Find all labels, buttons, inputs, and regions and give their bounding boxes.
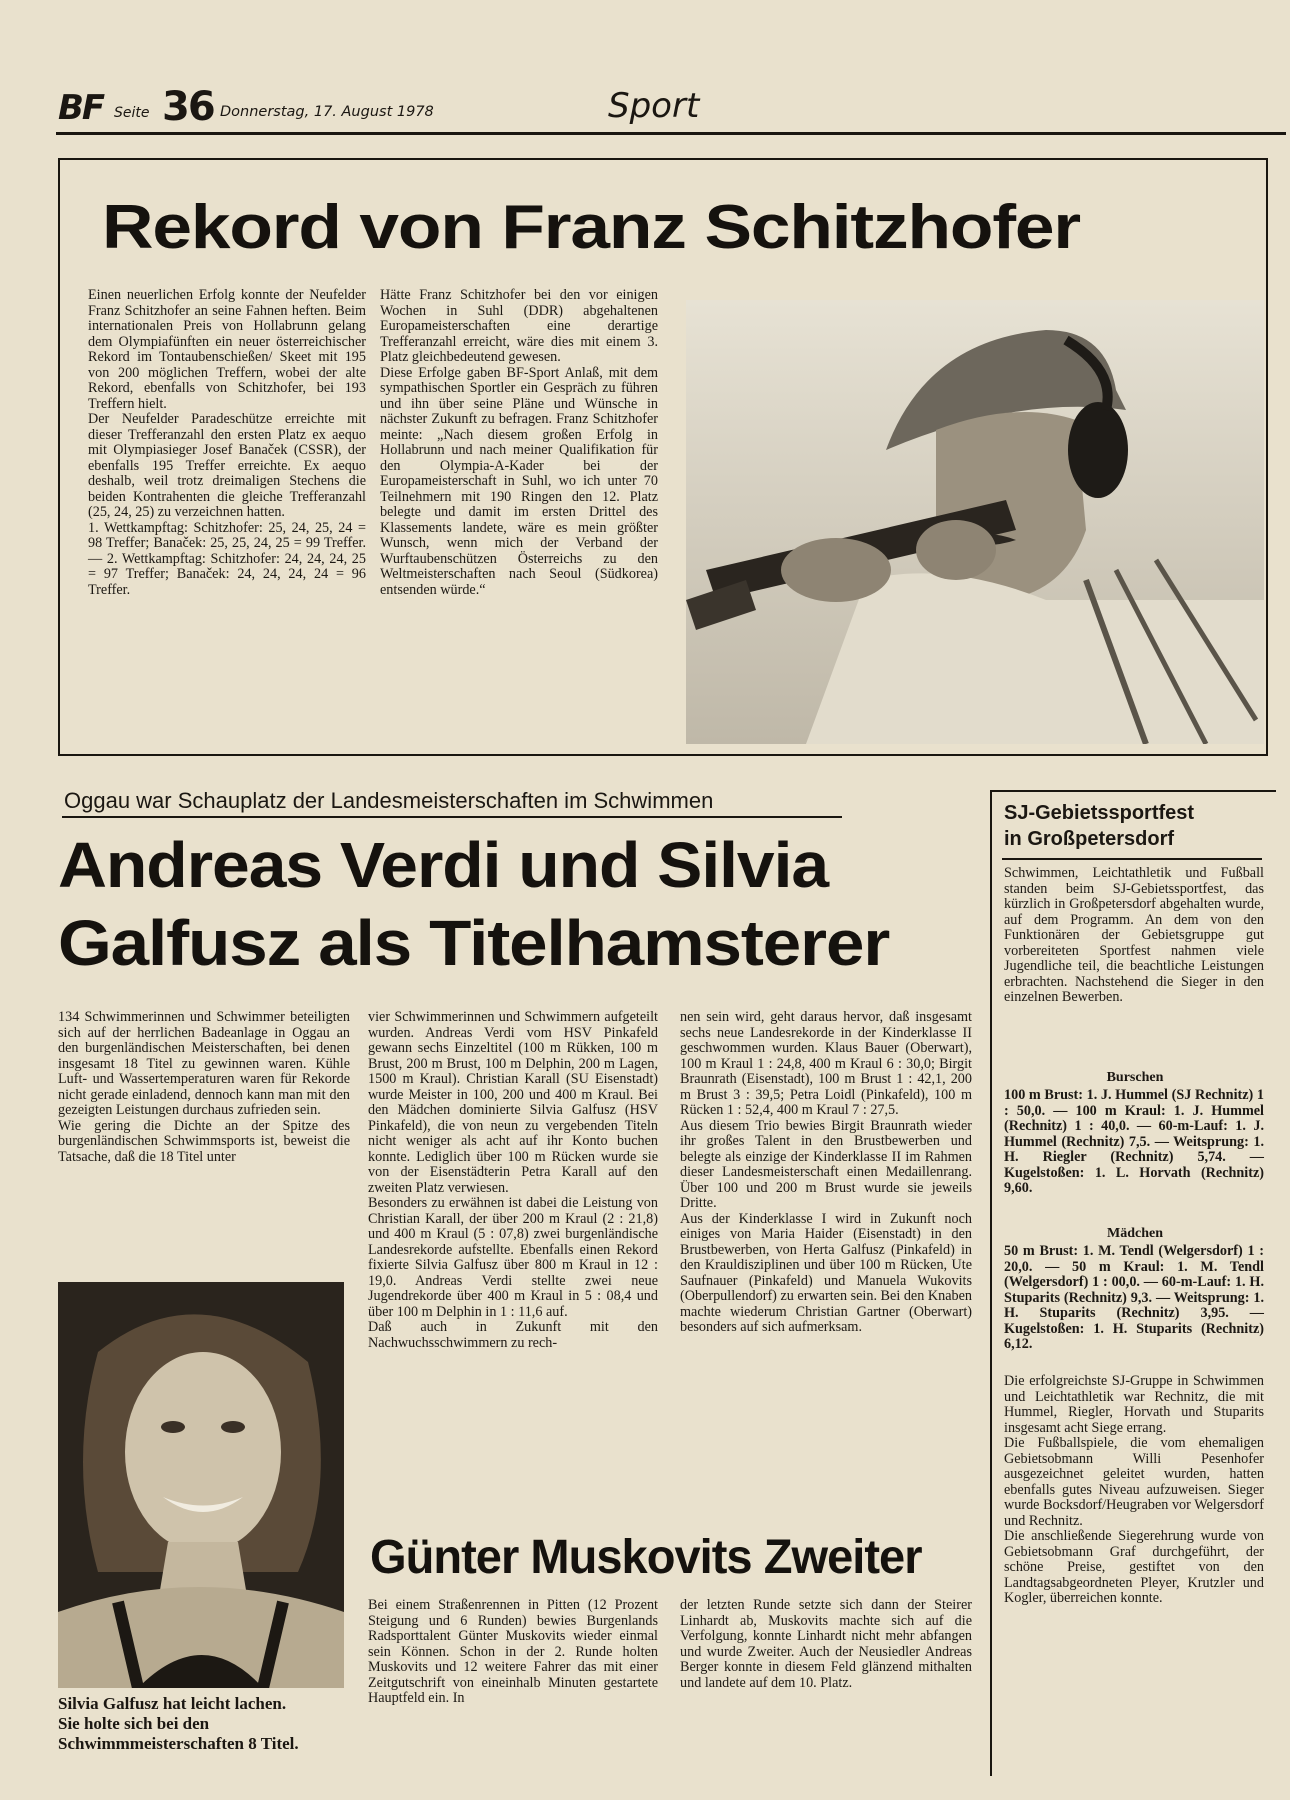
shooter-photo [686,300,1264,744]
article2-column-3: nen sein wird, geht daraus hervor, daß insgesamt sechs neue Landesrekorde in der Kinderklasse II geschwommen wurden. Klaus Bauer (Oberwart), 100 m Kraul 1 : 24,8, 400 m Kraul 6 : 30,0; Birgit Braunrath (Eisenstadt), 100 m Brust 1 : 42,1, 200 m Brust 3 : 39,5; Petra Loidl (Pinkafeld), 100 m Rücken 1 : 52,4, 400 m Kraul 7 : 27,5. Aus diesem Trio bewies Birgit Braunrath wieder ihr großes Talent in den Brustbewerben und belegte als einzige der Kinderklasse II im Rahmen dieser Landesmeisterschaft einen Medaillenrang. Über 100 und 200 m Brust wurde sie jeweils Dritte. Aus der Kinderklasse I wird in Zukunft noch einiges von Maria Haider (Eisenstadt) in den Brustbewerben, von Herta Galfusz (Pinkafeld) in den Krauldisziplinen und über 100 m Rücken, Ute Saufnauer (Pinkafeld) und Manuela Wukovits (Oberpullendorf) zu erwarten sein. Bei den Knaben machte wiederum Christian Gartner (Oberwart) besonders auf sich aufmerksam. [680,1009,972,1335]
logo: BF [58,88,104,128]
article2-column-2: vier Schwimmerinnen und Schwimmern aufgeteilt wurden. Andreas Verdi vom HSV Pinkafeld gewann sechs Einzeltitel (100 m Rükken, 100 m Brust, 200 m Brust, 100 m Delphin, 200 m Lagen, 1500 m Kraul). Christian Karall (SU Eisenstadt) wurde Meister in 100, 200 und 400 m Kraul. Bei den Mädchen dominierte Silvia Galfusz (HSV Pinkafeld), die von neun zu vergebenden Titeln nicht weniger als acht auf ihr Konto buchen konnte. Lediglich über 100 m Rücken wurde sie von der Eisenstädterin Petra Karall auf den zweiten Platz verwiesen. Besonders zu erwähnen ist dabei die Leistung von Christian Karall, der über 200 m Kraul (2 : 21,8) und 400 m Kraul (5 : 07,8) zwei burgenländische Landesrekorde aufstellte. Ebenfalls einen Rekord fixierte Silvia Galfusz über 800 m Kraul in 12 : 19,0. Andreas Verdi stellte zwei neue Jugendrekorde über 400 m Kraul in 5 : 08,4 und über 100 m Delphin in 1 : 11,6 auf. Daß auch in Zukunft mit den Nachwuchsschwimmern zu rech- [368,1009,658,1351]
issue-date: Donnerstag, 17. August 1978 [220,104,434,120]
sidebar-headline-line1: SJ-Gebietssportfest [1004,802,1195,824]
burschen-label: Burschen [1106,1070,1164,1085]
sidebar-headline-line2: in Großpetersdorf [1004,828,1175,850]
galfusz-photo [58,1282,344,1688]
kicker-rule [62,816,842,818]
headline-verdi-line1: Andreas Verdi und Silvia [58,829,829,901]
article3-column-1: Bei einem Straßenrennen in Pitten (12 Prozent Steigung und 6 Runden) bewies Burgenlands Radsporttalent Günter Muskovits wieder einmal sein Können. Schon in der 2. Runde holten Muskovits und 12 weitere Fahrer das mit einer Zeitgutschrift von eineinhalb Minuten gestartete Hauptfeld ein. In [368,1597,658,1706]
sidebar-headline-rule [1002,858,1262,860]
masthead [56,82,1286,132]
headline-verdi-line2: Galfusz als Titelhamsterer [58,907,890,979]
article1-column-1: Einen neuerlichen Erfolg konnte der Neufelder Franz Schitzhofer an seine Fahnen heften. Beim internationalen Preis von Hollabrunn gelang dem Olympiafünften ein neuer österreichischer Rekord im Tontaubenschießen/ Skeet mit 195 von 200 möglichen Treffern, wobei der alte Rekord, ebenfalls von Schitzhofer, bei 193 Treffern hielt. Der Neufelder Paradeschütze erreichte mit dieser Trefferanzahl den ersten Platz ex aequo mit Olympiasieger Josef Banaček (CSSR), der ebenfalls 195 Treffer erreichte. Ex aequo deshalb, weil trotz dreimaligen Stechens die beiden Kontrahenten die gleiche Trefferanzahl (25, 24, 25) zu verzeichnen hatten. 1. Wettkampftag: Schitzhofer: 25, 24, 25, 24 = 98 Treffer; Banaček: 25, 25, 24, 25 = 99 Treffer. — 2. Wettkampftag: Schitzhofer: 24, 24, 24, 25 = 97 Treffer; Banaček: 24, 24, 24, 24 = 96 Treffer. [88,287,366,598]
page-number: 36 [162,84,214,130]
headline-schitzhofer: Rekord von Franz Schitzhofer [102,193,1081,262]
galfusz-caption: Silvia Galfusz hat leicht lachen. Sie holte sich bei den Schwimmmeisterschaften 8 Titel. [58,1694,299,1753]
maedchen-label: Mädchen [1107,1226,1163,1241]
kicker-oggau: Oggau war Schauplatz der Landesmeisterschaften im Schwimmen [64,788,714,813]
burschen-results: 100 m Brust: 1. J. Hummel (SJ Rechnitz) 1 : 50,0. — 100 m Kraul: 1. J. Hummel (Rechnitz) 1 : 40,0. — 60-m-Lauf: 1. J. Hummel (Rechnitz) 7,5. — Weitsprung: 1. H. Riegler (Rechnitz) 5,74. — Kugelstoßen: 1. L. Horvath (Rechnitz) 9,60. [1004,1087,1264,1196]
section-title: Sport [608,86,700,126]
article1-column-2: Hätte Franz Schitzhofer bei den vor einigen Wochen in Suhl (DDR) abgehaltenen Europameisterschaften eine derartige Trefferanzahl erreicht, wäre dies mit einem 3. Platz gleichbedeutend gewesen. Diese Erfolge gaben BF-Sport Anlaß, mit dem sympathischen Sportler ein Gespräch zu führen und ihn über seine Pläne und Wünsche in nächster Zukunft zu befragen. Franz Schitzhofer meinte: „Nach diesem großen Erfolg in Hollabrunn und nach meiner Qualifikation für den Olympia-A-Kader bei der Europameisterschaft in Suhl, wo ich unter 70 Teilnehmern mit 190 Ringen den 12. Platz belegte und damit im ersten Drittel des Klassements landete, wäre es mein größter Wunsch, wenn mich der Verband der Wurftaubenschützen Österreichs zu den Weltmeisterschaften nach Seoul (Südkorea) entsenden würde.“ [380,287,658,598]
headline-muskovits: Günter Muskovits Zweiter [370,1531,922,1584]
seite-label: Seite [114,105,150,121]
masthead-rule [56,132,1286,135]
article2-column-1: 134 Schwimmerinnen und Schwimmer beteiligten sich auf der herrlichen Badeanlage in Oggau an den burgenländischen Meisterschaften, bei denen insgesamt 18 Titel zu gewinnen waren. Kühle Luft- und Wassertemperaturen waren für Rekorde nicht gerade einladend, dennoch kann man mit den gezeigten Leistungen durchaus zufrieden sein. Wie gering die Dichte an der Spitze des burgenländischen Schwimmsports ist, beweist die Tatsache, daß die 18 Titel unter [58,1009,350,1165]
sidebar-outro: Die erfolgreichste SJ-Gruppe in Schwimmen und Leichtathletik war Rechnitz, die mit Hummel, Riegler, Horvath und Stuparits insgesamt acht Siege errang. Die Fußballspiele, die vom ehemaligen Gebietsobmann Willi Pesenhofer ausgezeichnet geleitet wurden, hatten ebenfalls gutes Niveau aufzuweisen. Sieger wurde Bocksdorf/Heugraben vor Welgersdorf und Rechnitz. Die anschließende Siegerehrung wurde von Gebietsobmann Graf durchgeführt, der schöne Preise, gestiftet von den Landtagsabgeordneten Pleyer, Krutzler und Kogler, überreichen konnte. [1004,1373,1264,1606]
maedchen-results: 50 m Brust: 1. M. Tendl (Welgersdorf) 1 : 20,0. — 50 m Kraul: 1. M. Tendl (Welgersdorf) 1 : 00,0. — 60-m-Lauf: 1. H. Stuparits (Rechnitz) 9,3. — Weitsprung: 1. H. Stuparits (Rechnitz) 3,95. — Kugelstoßen: 1. H. Stuparits (Rechnitz) 6,12. [1004,1243,1264,1352]
article-schitzhofer [58,158,1268,756]
article3-column-2: der letzten Runde setzte sich dann der Steirer Linhardt ab, Muskovits machte sich auf die Verfolgung, konnte Linhardt nicht mehr abfangen und wurde Zweiter. Auch der Neusiedler Andreas Berger konnte in diesem Feld glänzend mithalten und landete auf dem 10. Platz. [680,1597,972,1691]
sidebar-intro: Schwimmen, Leichtathletik und Fußball standen beim SJ-Gebietssportfest, das kürzlich in Großpetersdorf abgehalten wurde, auf dem Programm. An dem von den Funktionären der Gebietsgruppe gut vorbereiteten Sportfest nahmen viele Jugendliche teil, die beachtliche Leistungen erbrachten. Nachstehend die Sieger in den einzelnen Bewerben. [1004,865,1264,1005]
sidebar-gebietssportfest [990,790,1276,1776]
